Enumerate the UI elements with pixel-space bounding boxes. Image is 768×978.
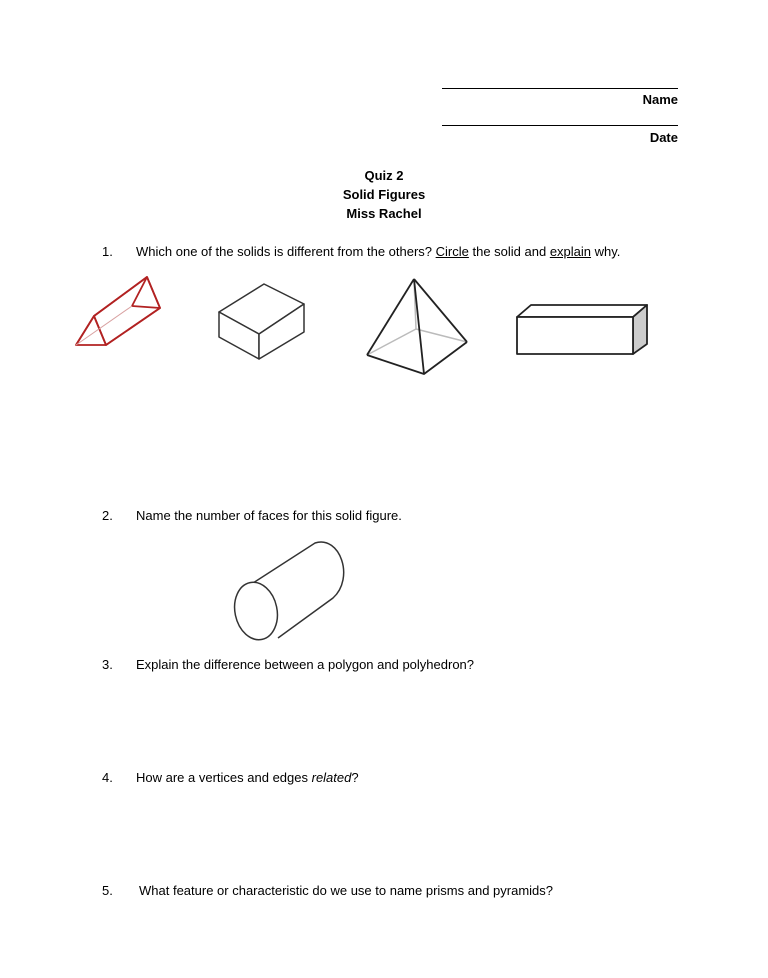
question-1-number: 1. (102, 244, 113, 259)
name-label: Name (642, 92, 678, 107)
date-label: Date (649, 130, 678, 145)
name-line[interactable] (442, 88, 678, 89)
question-1-text-a: Which one of the solids is different from the others? (136, 244, 436, 259)
question-4-text-a: How are a vertices and edges (136, 770, 312, 785)
question-2-number: 2. (102, 508, 113, 523)
date-line[interactable] (442, 125, 678, 126)
triangular-prism-icon[interactable] (72, 272, 172, 352)
question-4-text-b: ? (351, 770, 359, 785)
question-2-text: Name the number of faces for this solid figure. (136, 508, 402, 523)
question-1-text (136, 244, 620, 259)
square-pyramid-icon[interactable] (364, 277, 474, 377)
question-5-number: 5. (102, 883, 113, 898)
cube-icon[interactable] (216, 282, 311, 362)
circle-word: Circle (435, 244, 469, 259)
quiz-title: Quiz 2 (364, 168, 404, 183)
question-1-text-b: the solid and (468, 244, 550, 259)
quiz-subtitle: Solid Figures (342, 187, 426, 202)
question-5-text: What feature or characteristic do we use to name prisms and pyramids? (139, 883, 554, 898)
explain-word: explain (549, 244, 592, 259)
question-4-number: 4. (102, 770, 113, 785)
question-4-text (136, 770, 359, 785)
question-1-text-c: why. (591, 244, 621, 259)
rectangular-prism-icon[interactable] (515, 302, 655, 362)
related-word: related (311, 770, 352, 785)
cylinder-icon[interactable] (230, 538, 360, 648)
question-3-number: 3. (102, 657, 113, 672)
question-3-text: Explain the difference between a polygon and polyhedron? (136, 657, 475, 672)
teacher-name: Miss Rachel (346, 206, 422, 221)
